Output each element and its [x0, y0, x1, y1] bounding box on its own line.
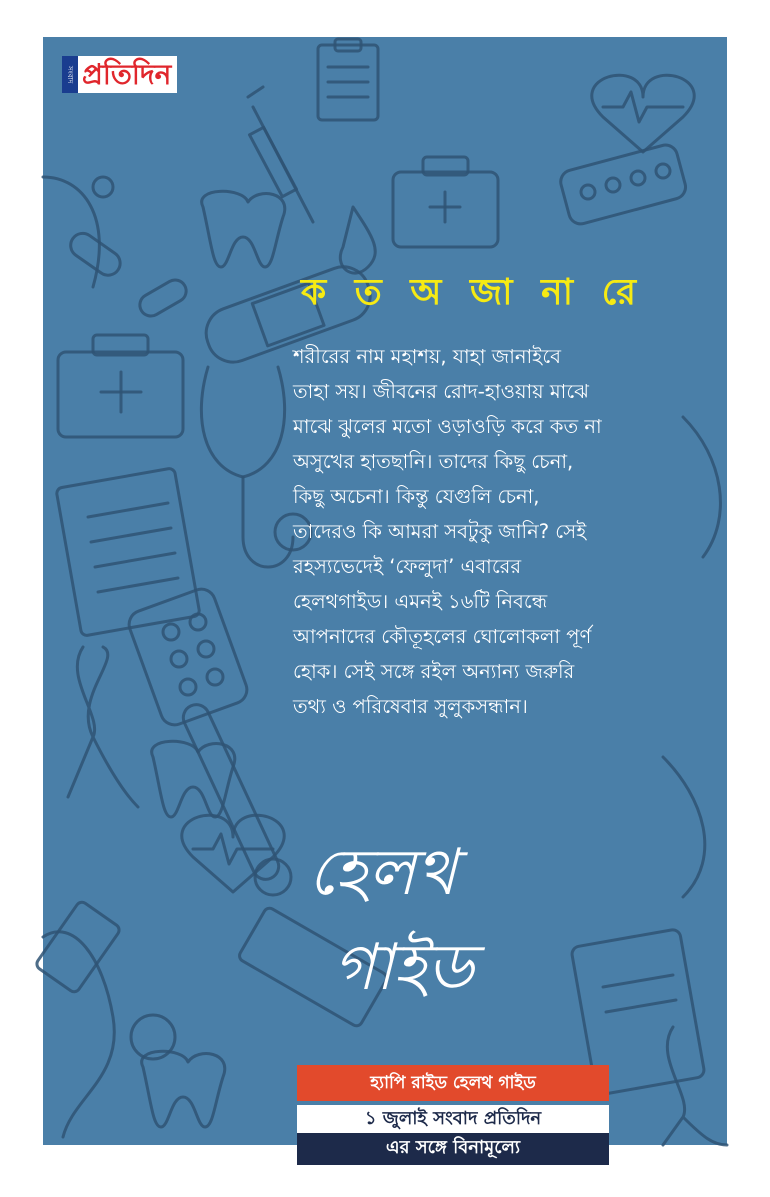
body-line: তাদেরও কি আমরা সবটুকু জানি? সেই: [293, 520, 587, 543]
calligraphy-title: [293, 809, 563, 1059]
publisher-logo[interactable]: [62, 56, 177, 93]
body-line: তথ্য ও পরিষেবার সুলুকসন্ধান।: [293, 695, 528, 718]
body-line: রহস্যভেদেই ‘ফেলুদা’ এবারের: [293, 555, 522, 578]
banner-date: ১ জুলাই সংবাদ প্রতিদিন: [297, 1105, 609, 1133]
banner-tagline: হ্যাপি রাইড হেলথ গাইড: [297, 1065, 609, 1101]
body-line: অসুখের হাতছানি। তাদের কিছু চেনা,: [293, 450, 574, 473]
title-line-2: গাইড: [333, 931, 474, 1005]
poster: [43, 37, 727, 1158]
body-line: হেলথগাইড। এমনই ১৬টি নিবন্ধে: [293, 590, 548, 613]
body-line: তাহা সয়। জীবনের রোদ-হাওয়ায় মাঝে: [293, 380, 589, 403]
body-line: কিছু অচেনা। কিন্তু যেগুলি চেনা,: [293, 485, 540, 508]
logo-tag: সংবাদ: [62, 56, 78, 93]
body-paragraph: [293, 339, 713, 724]
body-line: শরীরের নাম মহাশয়, যাহা জানাইবে: [293, 345, 562, 368]
title-line-1: হেলথ: [308, 836, 457, 910]
banner-free: এর সঙ্গে বিনামূল্যে: [297, 1133, 609, 1165]
headline: ক ত অ জা না রে: [301, 272, 645, 313]
logo-name: প্রতিদিন: [82, 58, 172, 91]
body-line: হোক। সেই সঙ্গে রইল অন্যান্য জরুরি: [293, 660, 575, 683]
body-line: আপনাদের কৌতূহলের ঘোলোকলা পূর্ণ: [293, 625, 592, 648]
body-line: মাঝে ঝুলের মতো ওড়াওড়ি করে কত না: [293, 415, 602, 438]
